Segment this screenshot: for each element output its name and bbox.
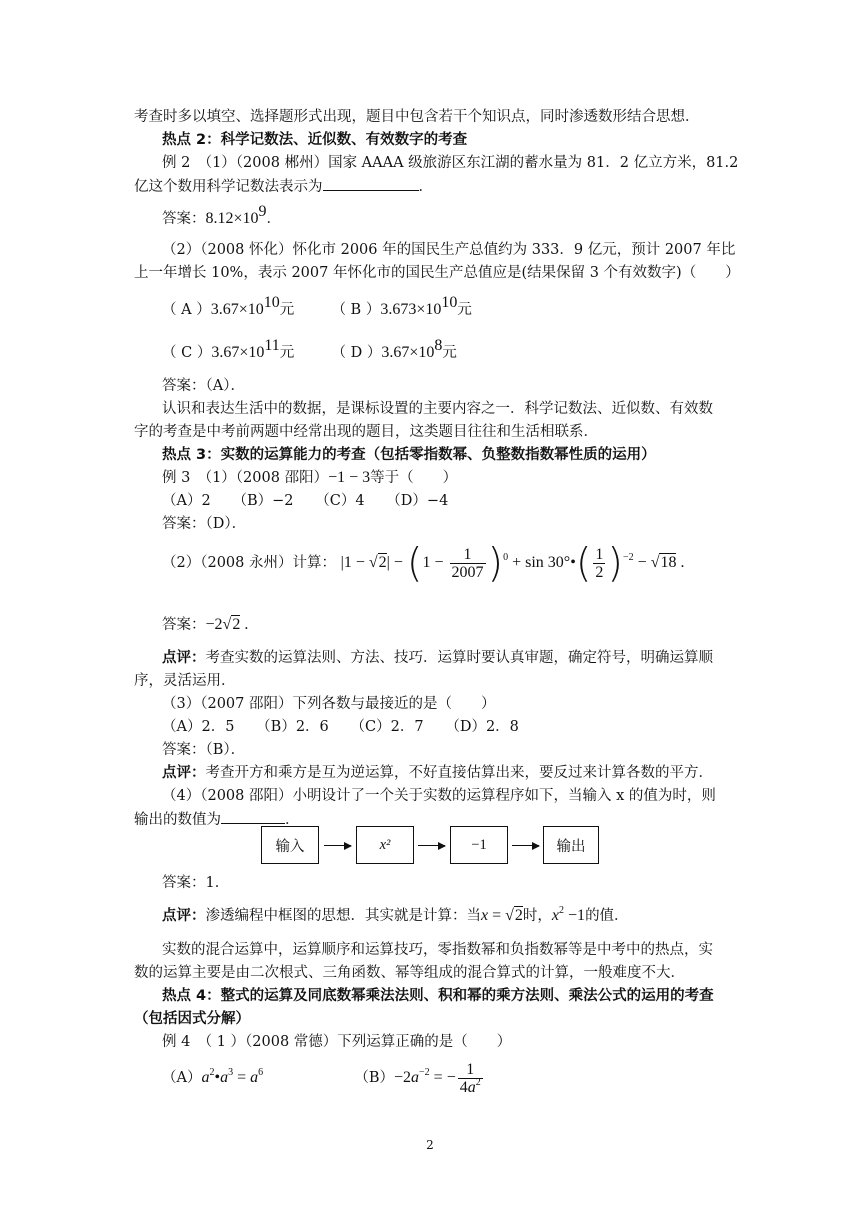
option-line (162, 337, 457, 363)
fraction-numerator: 1 (595, 545, 604, 563)
answer-blank (221, 809, 285, 824)
option-line (162, 1058, 485, 1098)
math-text: 8.12×10 (205, 210, 259, 227)
flow-arrow (512, 845, 539, 846)
option-label: （ A ） (162, 302, 211, 318)
option-label: （B） (354, 1070, 394, 1086)
math-exponent: 10 (263, 294, 280, 311)
text-line: 认识和表达生活中的数据，是课标设置的主要内容之一．科学记数法、近似数、有效数 (162, 401, 713, 417)
text-line: （4）（2008 邵阳）小明设计了一个关于实数的运算程序如下，当输入 x 的值为时，则 (162, 788, 716, 804)
answer-line: 答案：（D）． (162, 516, 247, 532)
text-line: 数的运算主要是由二次根式、三角函数、幂等组成的混合算式的计算，一般难度不大． (134, 965, 685, 981)
fraction-denominator: 2007 (451, 563, 484, 581)
text-span: ． (266, 211, 282, 227)
unit-text: 元 (457, 302, 472, 318)
math-text: −2 (205, 616, 223, 633)
fraction-numerator: 1 (450, 546, 486, 564)
section-heading-3: 热点 3：实数的运算能力的考查（包括零指数幂、负整数指数幂性质的运用） (162, 447, 656, 463)
math-text: 3.67×10 (381, 344, 435, 361)
answer-label: 答案： (162, 211, 206, 227)
section-heading-4: 热点 4：整式的运算及同底数幂乘法法则、积和幂的乘方法则、乘法公式的运用的考查 (162, 988, 714, 1004)
math-exponent: 11 (264, 337, 280, 354)
text-line (134, 176, 433, 197)
math-expression: |1 − √2| − (1 − $\frac{1}{2007}$ )$^0$ + sin 30°•( $\frac{1}{2}$ )$^{-2}$ − √18 . (340, 540, 685, 587)
comment-line (162, 763, 713, 783)
page-number: 2 (426, 1138, 434, 1152)
option-line: （A）2 （B）−2 （C）4 （D）−4 (162, 493, 449, 509)
text-span: 的值． (585, 908, 629, 924)
answer-line (162, 615, 248, 635)
text-span: 渗透编程中框图的思想．其实就是计算：当 (205, 908, 481, 924)
text-span: 时， (522, 908, 552, 924)
text-span: 等于（ ） (370, 470, 458, 486)
answer-line: 答案：（A）． (162, 378, 245, 394)
comment-label: 点评： (162, 908, 206, 924)
comment-line (162, 648, 713, 668)
answer-line (162, 203, 282, 229)
option-label: （A） (162, 1070, 202, 1086)
flowchart-minus-one-box: −1 (450, 826, 508, 864)
flow-arrow (418, 845, 445, 846)
option-label: （ C ） (162, 345, 212, 361)
math-text: 3.67×10 (211, 344, 265, 361)
text-span: ． (418, 179, 433, 195)
text-line: 例 4 （ 1 ）（2008 常德）下列运算正确的是（ ） (162, 1034, 512, 1050)
math-text: $a^2•a^3 = a^6$ (201, 1067, 264, 1086)
unit-text: 元 (279, 302, 295, 318)
math-exponent: 9 (258, 203, 267, 220)
math-text: $-2a^{-2}$ = − $\frac{1}{4a^2}$ (394, 1060, 481, 1096)
flowchart-input-box: 输入 (261, 826, 319, 864)
math-exponent: 10 (441, 294, 458, 311)
math-text: 3.67×10 (210, 301, 264, 318)
math-text: −1 − 3 (328, 469, 371, 486)
math-text: 3.673×10 (380, 301, 442, 318)
text-line: 字的考查是中考前两题中经常出现的题目，这类题目往往和生活相联系． (134, 424, 598, 440)
text-span: 考查开方和乘方是互为逆运算，不好直接估算出来，要反过来计算各数的平方． (205, 765, 713, 781)
comment-label: 点评： (162, 765, 206, 781)
option-label: （ B ） (331, 302, 381, 318)
answer-line: 答案：1． (162, 875, 230, 891)
text-span: 考查实数的运算法则、方法、技巧．运算时要认真审题，确定符号，明确运算顺 (205, 650, 713, 666)
math-exponent: 8 (434, 337, 443, 354)
text-span: 输出的数值为 (134, 812, 221, 828)
flowchart-output-box: 输出 (543, 826, 599, 864)
text-span: （2）（2008 永州）计算： (162, 555, 336, 571)
section-heading-2: 热点 2：科学记数法、近似数、有效数字的考查 (162, 132, 468, 148)
text-span: 亿这个数用科学记数法表示为 (134, 179, 323, 195)
text-line: （3）（2007 邵阳）下列各数与最接近的是（ ） (162, 696, 496, 712)
answer-label: 答案： (162, 617, 206, 633)
math-text: $x^2 -1$ (551, 905, 586, 924)
math-text: x = √2 (481, 907, 523, 924)
unit-text: 元 (442, 345, 457, 361)
option-line (162, 294, 472, 320)
text-line: 序，灵活运用． (134, 673, 236, 689)
answer-blank (323, 176, 419, 191)
text-span: ． (285, 812, 300, 828)
text-line: 实数的混合运算中，运算顺序和运算技巧，零指数幂和负指数幂等是中考中的热点，实 (162, 942, 713, 958)
fraction-denominator: 2 (595, 563, 604, 581)
text-line: 例 2 （1）（2008 郴州）国家 AAAA 级旅游区东江湖的蓄水量为 81．2 亿立方米，81.2 (162, 155, 739, 171)
text-line: （2）（2008 怀化）怀化市 2006 年的国民生产总值约为 333．9 亿元，预计 2007 年比 (162, 242, 736, 258)
unit-text: 元 (279, 345, 295, 361)
option-label: （ D ） (331, 345, 382, 361)
comment-label: 点评： (162, 650, 206, 666)
section-heading-4-cont: （包括因式分解） (134, 1011, 250, 1027)
text-span: 例 3 （1）（2008 邵阳） (162, 470, 329, 486)
answer-line: 答案：（B）． (162, 742, 246, 758)
comment-line (162, 906, 629, 926)
equation-line (162, 538, 684, 588)
text-line: 上一年增长 10%，表示 2007 年怀化市的国民生产总值应是(结果保留 3 个有效数字)（ ） (134, 265, 740, 281)
flowchart-square-box: x² (356, 826, 414, 864)
text-line: 考查时多以填空、选择题形式出现，题目中包含若干个知识点，同时渗透数形结合思想． (134, 109, 700, 125)
option-line: （A）2．5 （B）2．6 （C）2．7 （D）2．8 (162, 719, 519, 735)
text-line (162, 468, 457, 488)
flow-arrow (324, 845, 351, 846)
math-text: √2 . (222, 616, 249, 633)
